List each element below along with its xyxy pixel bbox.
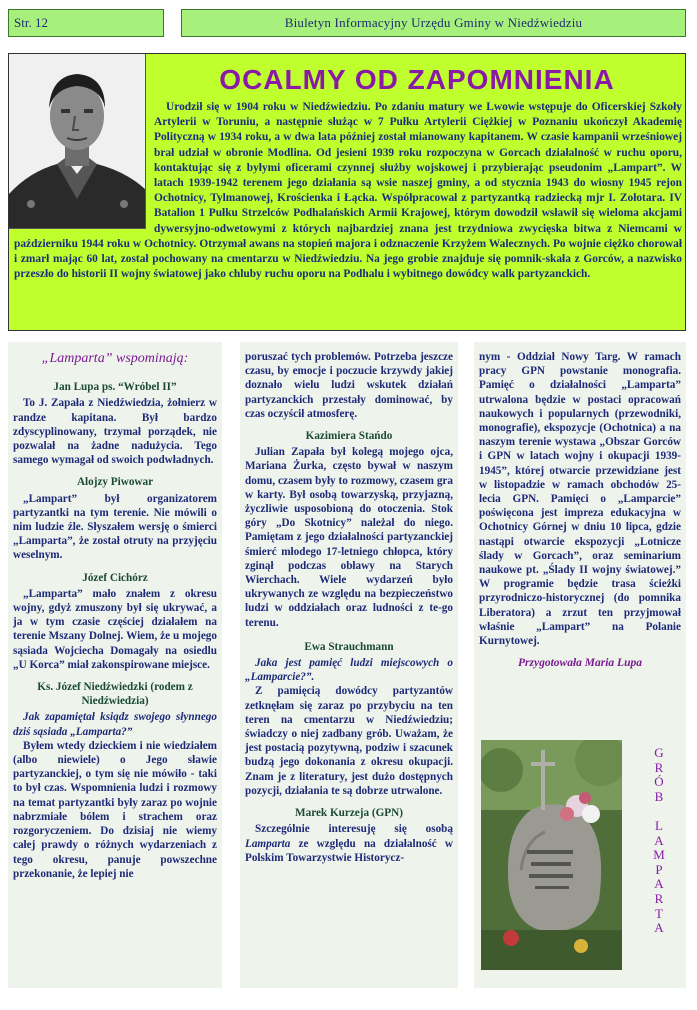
- grave-caption-letter: A: [654, 920, 664, 936]
- page-number-label: [8, 9, 164, 37]
- grave-caption-letter: M: [653, 847, 665, 863]
- grave-caption-letter: P: [655, 861, 663, 877]
- author-name: Ks. Józef Niedźwiedzki (rodem z Niedźwiedzia): [37, 681, 193, 708]
- grave-caption-letter: G: [654, 745, 664, 760]
- author-name: Jan Lupa ps. “Wróbel II”: [53, 381, 177, 394]
- grave-image: [481, 740, 622, 970]
- column-3: [474, 342, 686, 988]
- grave-caption-letter: B: [654, 788, 664, 804]
- grave-photo: [481, 740, 622, 970]
- recollection-text-emphasis: Lamparta: [245, 837, 291, 850]
- author-name: Józef Cichórz: [82, 571, 148, 584]
- interview-question: Jak zapamiętał ksiądz swojego słynnego dziś sąsiada „Lamparta?”: [13, 711, 217, 738]
- column-1: [8, 342, 222, 988]
- interview-question: Jaka jest pamięć ludzi miejscowych o „Lamparcie?”.: [245, 657, 453, 684]
- grave-caption-letter: Ó: [654, 774, 664, 790]
- recollection-text: „Lampart” był organizatorem partyzantki na tym terenie. Nie mówili o nim ludzie źle. Słyszałem wersję o śmierci „Lamparta”, że został otruty na przyjęciu weselnym.: [13, 492, 217, 562]
- author-name: Marek Kurzeja (GPN): [295, 807, 403, 820]
- grave-caption-letter: L: [655, 817, 663, 833]
- article-title: OCALMY OD ZAPOMNIENIA: [219, 64, 615, 95]
- recollection-text: poruszać tych problemów. Potrzeba jeszcze czasu, by emocje i poczucie krzywdy jakiej doznało wielu ludzi wskutek działań partyzanckich przestały dominować, by czas oczyścił atmosferę.: [245, 351, 453, 420]
- page-number-text: Str. 12: [14, 15, 48, 30]
- recollection-text: [245, 822, 453, 865]
- publication-header: [181, 9, 686, 37]
- grave-caption-letter: R: [654, 759, 664, 775]
- grave-caption-letter: R: [654, 890, 664, 906]
- author-name: Ewa Strauchmann: [304, 640, 394, 653]
- grave-caption-letter: A: [654, 876, 664, 892]
- publication-title: Biuletyn Informacyjny Urzędu Gminy w Niedźwiedziu: [284, 15, 583, 30]
- article-intro: [14, 100, 682, 282]
- author-name: Alojzy Piwowar: [76, 476, 154, 489]
- author-name: Kazimiera Stańdo: [305, 430, 393, 443]
- grave-caption-letter: [649, 804, 669, 819]
- feature-article-panel: [8, 53, 686, 331]
- grave-caption-letter: T: [655, 905, 663, 921]
- column-2: [240, 342, 458, 988]
- grave-caption: [649, 746, 669, 936]
- recollection-text: Byłem wtedy dzieckiem i nie wiedziałem (albo niewiele) o Jego sławie partyzanckiej, o tym się nie mówiło - taki to był czas. Wspomnienia ludzi i rozmowy na temat partyzantki były zaraz po wojnie nabrzmiałe bólem i strachem oraz rozgoryczeniem. Do dzisiaj nie wiemy całej prawdy o różnych wydarzeniach z tego okresu, panuje powszechne przekonanie, że lepiej nie: [13, 739, 217, 880]
- recollections-heading: „Lamparta” wspominają:: [41, 351, 189, 366]
- recollection-text: Julian Zapała był kolegą mojego ojca, Mariana Żurka, często bywał w naszym domu, czasem były to rozmowy, czasem gra w karty. Był osobą towarzyską, przyjazną, życzliwie usposobioną do otoczenia. Stok góry „Do Skotnicy” należał do niego. Pamiętam z jego działalności partyzanckiej śmierć młodego 17-letniego chłopca, który zginął podczas obławy na Starych Wierchach. Wiele wydarzeń było ukrywanych ze względu na bezpieczeństwo ludzi w oddziałach oraz ludności z te-go terenu.: [245, 446, 453, 629]
- recollection-text: nym - Oddział Nowy Targ. W ramach pracy GPN powstanie monografia. Pamięć o działalności „Lamparta” utrwalona będzie w postaci opracowań naukowych i popularnych (przewodniki, monografie), ekspozycje (Ochotnica) a na naszym terenie wystawa „Obszar Gorców i GPN w latach wojny i okupacji 1939-1945”, której otwarcie przewidziane jest w listopadzie w ramach obchodów 25-lecia GPN. Pamięci o „Lamparcie” poświęcona jest impreza edukacyjna w Ochotnicy Górnej w dniu 10 lipca, gdzie nastąpi otwarcie ekspozycji „Lotnicze ślady w Gorcach”, oraz seminarium naukowe pt. „Ślady II wojny światowej.” W programie będzie trasa ścieżki przyrodniczo-historycznej (do pomnika Liberatora) a zrzut ten przyjmował właśnie „Lampart” na Polanie Kurnytowej.: [479, 351, 681, 648]
- recollection-text: Z pamięcią dowódcy partyzantów zetknęłam się zaraz po przybyciu na ten teren na cmentarzu w Niedźwiedziu; świadczy o niej zadbany grób. Uważam, że jest postacią pozytywną, podziw i szacunek budzą jego dokonania z okresu okupacji. Znam je z literatury, jest dużo dostępnych pozycji, działania te są dobrze utrwalone.: [245, 685, 453, 797]
- grave-caption-letter: A: [654, 832, 664, 848]
- recollection-text: To J. Zapała z Niedźwiedzia, żołnierz w randze kapitana. Był bardzo zdyscyplinowany, trzymał porządek, nie pozwalał na żadne nadużycia. Tego samego wymagał od swoich podwładnych.: [13, 397, 217, 467]
- article-intro-text: Urodził się w 1904 roku w Niedźwiedziu. Po zdaniu matury we Lwowie wstępuje do Oficerskiej Szkoły Artylerii w Toruniu, a następnie służąc w 7 Pułku Artylerii Ciężkiej w Poznaniu ukończył Akademię Polityczną w 1934 roku, a w dwa lata później został mianowany kapitanem. W czasie kampanii wrześniowej brał udział w obronie Modlina. Od jesieni 1939 roku rozpoczyna w Gorcach działalność w ruchu oporu, kontaktując się z byłymi oficerami czynnej służby wojskowej i przybierając pseudonim „Lampart”. W latach 1939-1942 terenem jego działania są wsie naszej gminy, a od stycznia 1943 do wiosny 1945 rejon Ochotnicy, Tylmanowej, Krościenka i Łącka. Współpracował z partyzantką radziecką mjr I. Zołotara. IV Batalion 1 Pułku Strzelców Podhalańskich Armii Krajowej, którym dowodził wsławił się wieloma akcjami dywersyjno-odwetowymi z których najbardziej znana jest trzydniowa zwycięska bitwa z Niemcami w październiku 1944 roku w Ochotnicy. Otrzymał awans na stopień majora i odznaczenie Krzyżem Walecznych. Po wojnie ciężko chorował i zmarł mając 60 lat, został pochowany na cmentarzu w Niedźwiedziu. Na jego grobie znajduje się pomnik-skała z Gorców, a nazwisko przeszło do historii II wojny światowej jako chluby ruchu oporu na Podhalu i wybitnego dowódcy walk partyzanckich.: [14, 101, 682, 281]
- recollection-text: „Lamparta” mało znałem z okresu wojny, gdyż zmuszony był się ukrywać, a ja w tym czasie częściej działałem na terenie Mszany Dolnej. Wiem, że u mojego sąsiada Wojciecha Domagały na osiedlu „U Korca” miał zakonspirowane miejsce.: [13, 587, 217, 671]
- recollection-text-part: ze względu na działalność w Polskim Towarzystwie Historycz-: [245, 837, 453, 864]
- recollection-text-part: Szczególnie interesuję się osobą: [255, 823, 453, 836]
- author-credit: Przygotowała Maria Lupa: [518, 657, 642, 670]
